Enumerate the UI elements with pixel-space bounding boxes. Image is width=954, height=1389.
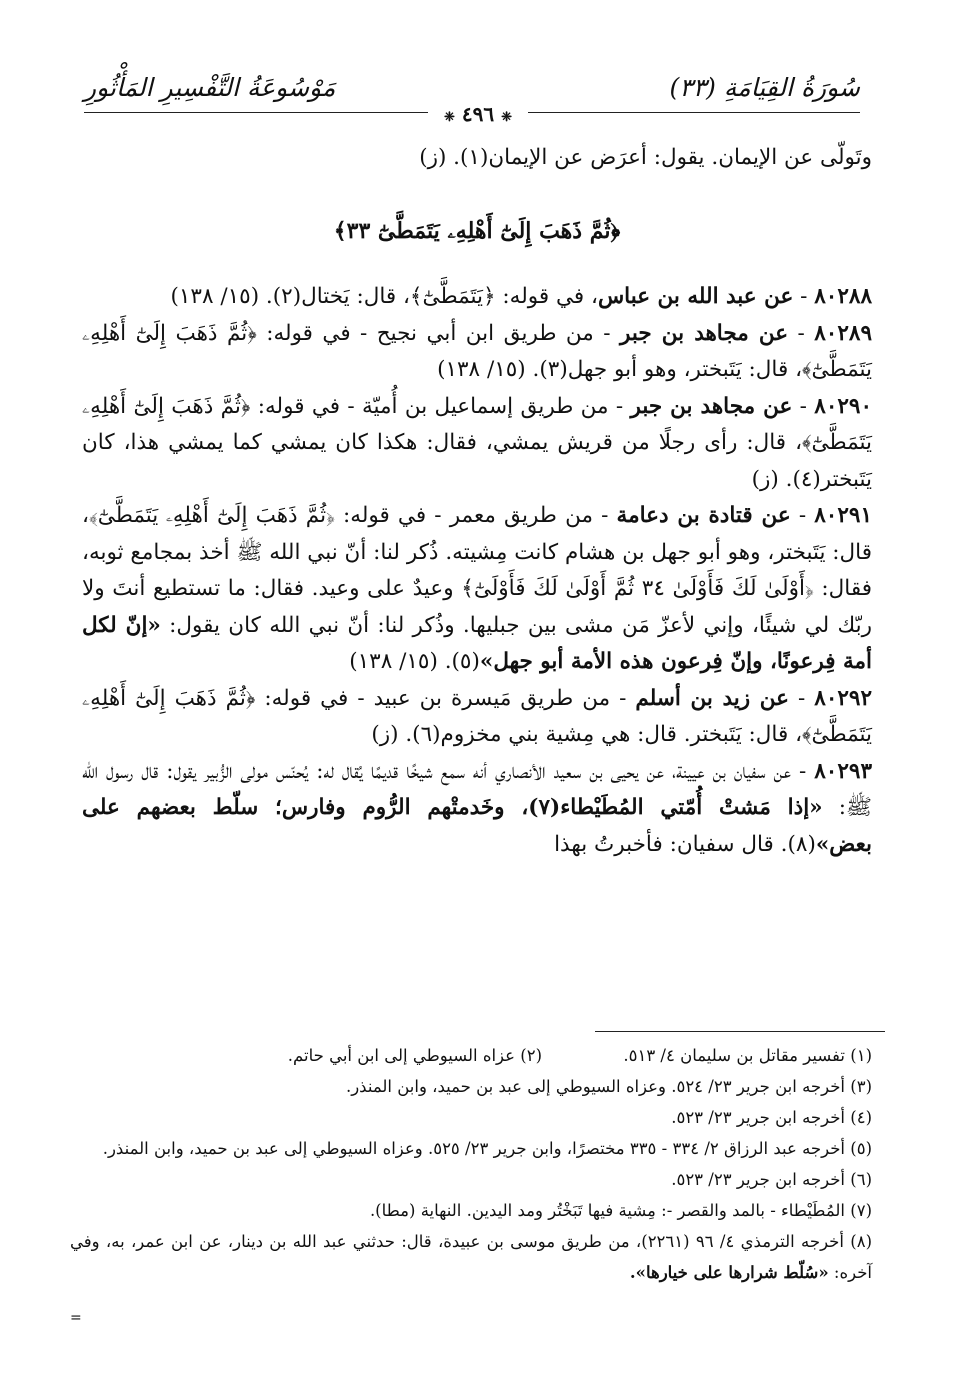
entry-text: - من طريق إسماعيل بن أُميّة - في قوله: ﴿ثُمَّ ذَهَبَ إِلَىٰٓ أَهْلِهِۦ يَتَمَطَّىٰٓ﴾، قال: رأى رجلًا من قريش يمشي، فقال: هكذا كان يمشي كما يمشي هذا، كان يَتَبختر(٤). (ز) — [82, 393, 872, 492]
entry: ٨٠٢٨٩ - عن مجاهد بن جبر - من طريق ابن أبي نجيح - في قوله: ﴿ثُمَّ ذَهَبَ إِلَىٰٓ أَهْلِهِۦ يَتَمَطَّىٰٓ﴾، قال: يَتَبختر، وهو أبو جهل(٣). (١٥/ ١٣٨) — [82, 320, 872, 382]
entry-source: عن قتادة بن دعامة — [616, 503, 791, 528]
entry: ٨٠٢٩٠ - عن مجاهد بن جبر - من طريق إسماعيل بن أُميّة - في قوله: ﴿ثُمَّ ذَهَبَ إِلَىٰٓ أَهْلِهِۦ يَتَمَطَّىٰٓ﴾، قال: رأى رجلًا من قريش يمشي، فقال: هكذا كان يمشي كما يمشي هذا، كان يَتَبختر(٤). (ز) — [82, 393, 873, 492]
footnote: (٢) عزاه السيوطي إلى ابن أبي حاتم. — [287, 1046, 542, 1065]
page-number-box — [428, 101, 528, 131]
entry-source: عن زيد بن أسلم — [635, 685, 789, 711]
hadith-text: «إنّ لكل أمة فِرعونًا، وإنّ فِرعون هذه الأمة أبو جهل» — [82, 612, 872, 674]
entry-number: ٨٠٢٩٠ — [814, 393, 873, 419]
hadith-text: «إذا مَشتْ أُمّتي المُطَيْطاء(٧)، وخَدمتْهم الرُّوم وفارس؛ سلّط بعضهم على بعض» — [82, 795, 872, 857]
footnote: (٤) أخرجه ابن جرير ٢٣/ ٥٢٣. — [671, 1108, 872, 1127]
page-number: ٤٩٦ — [461, 102, 495, 126]
entry-tail: (٨). قال سفيان: فأخبرتُ بهذا — [554, 831, 816, 857]
ornament-icon: ❈ — [444, 110, 455, 125]
book-title: مَوْسُوعَةُ التَّفْسِيرِ المَأْثُورِ — [84, 73, 336, 102]
entry-number: ٨٠٢٨٨ — [814, 284, 872, 309]
entry-text: - من طريق مَيسرة بن عبيد - في قوله: ﴿ثُمَّ ذَهَبَ إِلَىٰٓ أَهْلِهِۦ يَتَمَطَّىٰٓ﴾، قال: يَتَبختر. قال: هي مِشية بني مخزوم(٦). (ز) — [82, 685, 872, 747]
continuation-mark: = — [70, 1310, 82, 1326]
footnote-rule — [595, 1031, 885, 1032]
footnote-quote: «سُلّط شرارها على خيارها». — [629, 1263, 829, 1282]
entry-number: ٨٠٢٩٢ — [814, 685, 873, 711]
surah-title: سُورَةُ القِيَامَةِ (٣٣) — [669, 73, 860, 102]
entry: ٨٠٢٩١ - عن قتادة بن دعامة - من طريق معمر - في قوله: ﴿ثُمَّ ذَهَبَ إِلَىٰٓ أَهْلِهِۦ يَتَمَطَّىٰٓ﴾، قال: يَتَبختر، وهو أبو جهل بن هشام كانت مِشيته. ذُكر لنا: أنّ نبي الله ﷺ أخذ بمجامع ثوبه، فقال: ﴿أَوْلَىٰ لَكَ فَأَوْلَىٰ ٣٤ ثُمَّ أَوْلَىٰ لَكَ فَأَوْلَىٰٓ﴾ وعيدٌ على وعيد. فقال: ما تستطيع أنتَ ولا ربّك لي شيئًا، وإني لأعزّ مَن مشى بين جبليها. وذُكر لنا: أنّ نبي الله كان يقول: «إنّ لكل أمة فِرعونًا، وإنّ فِرعون هذه الأمة أبو جهل»(٥). (١٥/ ١٣٨) — [82, 503, 872, 674]
ornament-icon: ❈ — [501, 110, 512, 125]
entry-source: عن مجاهد بن جبر — [630, 393, 793, 419]
entry-number: ٨٠٢٩٣ — [814, 758, 872, 784]
entry-number: ٨٠٢٨٩ — [814, 320, 872, 346]
footnote — [70, 1226, 872, 1288]
entry-tail: (٥). (١٥/ ١٣٨) — [349, 649, 480, 674]
footnote: (٦) أخرجه ابن جرير ٢٣/ ٥٢٣. — [671, 1170, 872, 1189]
main-text — [82, 140, 872, 863]
entry-number: ٨٠٢٩١ — [814, 503, 872, 528]
entry: ٨٠٢٨٨ - عن عبد الله بن عباس، في قوله: ﴿يَتَمَطَّىٰٓ﴾، قال: يَختال(٢). (١٥/ ١٣٨) — [170, 284, 872, 309]
entry-text: - من طريق ابن أبي نجيح - في قوله: ﴿ثُمَّ ذَهَبَ إِلَىٰٓ أَهْلِهِۦ يَتَمَطَّىٰٓ﴾، قال: يَتَبختر، وهو أبو جهل(٣). (١٥/ ١٣٨) — [82, 320, 872, 382]
footnote: (٣) أخرجه ابن جرير ٢٣/ ٥٢٤. وعزاه السيوطي إلى عبد بن حميد، وابن المنذر. — [345, 1077, 872, 1096]
footnotes — [70, 1040, 872, 1288]
entry-source: عن عبد الله بن عباس — [597, 284, 794, 309]
footnote-text: (٨) أخرجه الترمذي ٤/ ٩٦ (٢٢٦١)، من طريق موسى بن عبيدة، قال: حدثني عبد الله بن دينار، عن ابن عمر، به، وفي آخره: — [70, 1232, 873, 1282]
entry: ٨٠٢٩٢ - عن زيد بن أسلم - من طريق مَيسرة بن عبيد - في قوله: ﴿ثُمَّ ذَهَبَ إِلَىٰٓ أَهْلِهِۦ يَتَمَطَّىٰٓ﴾، قال: يَتَبختر. قال: هي مِشية بني مخزوم(٦). (ز) — [82, 685, 873, 747]
footnote: (١) تفسير مقاتل بن سليمان ٤/ ٥١٣. — [623, 1046, 872, 1065]
footnote: (٧) المُطَيْطاء - بالمد والقصر -: مِشية فيها تَبَخْتُر ومد اليدين. النهاية (مطا). — [369, 1201, 872, 1220]
footnote: (٥) أخرجه عبد الرزاق ٢/ ٣٣٤ - ٣٣٥ مختصرًا، وابن جرير ٢٣/ ٥٢٥. وعزاه السيوطي إلى عبد بن حميد، وابن المنذر. — [102, 1139, 872, 1158]
entry-source: عن مجاهد بن جبر — [619, 320, 789, 346]
entry-text: - عن سفيان بن عيينة، عن يحيى بن سعيد الأنصاري أنه سمع شيخًا قديمًا يُقال له: يُحنّس مولى الزُّبير يقول: قال رسول الله ﷺ: — [82, 758, 872, 820]
entry-text: - من طريق معمر - في قوله: ﴿ثُمَّ ذَهَبَ إِلَىٰٓ أَهْلِهِۦ يَتَمَطَّىٰٓ﴾، قال: يَتَبختر، وهو أبو جهل بن هشام كانت مِشيته. ذُكر لنا: أنّ نبي الله ﷺ أخذ بمجامع ثوبه، فقال: ﴿أَوْلَىٰ لَكَ فَأَوْلَىٰ ٣٤ ثُمَّ أَوْلَىٰ لَكَ فَأَوْلَىٰٓ﴾ وعيدٌ على وعيد. فقال: ما تستطيع أنتَ ولا ربّك لي شيئًا، وإني لأعزّ مَن مشى بين جبليها. وذُكر لنا: أنّ نبي الله كان يقول: — [82, 503, 872, 638]
intro-line: وتَولّى عن الإيمان. يقول: أعرَض عن الإيمان(١). (ز) — [419, 145, 872, 170]
entry-text: ، في قوله: ﴿يَتَمَطَّىٰٓ﴾، قال: يَختال(٢). (١٥/ ١٣٨) — [170, 284, 598, 309]
verse-heading: ﴿ثُمَّ ذَهَبَ إِلَىٰٓ أَهْلِهِۦ يَتَمَطَّىٰٓ ٣٣﴾ — [333, 217, 621, 244]
entry — [82, 754, 872, 864]
footnote-row — [70, 1040, 872, 1071]
